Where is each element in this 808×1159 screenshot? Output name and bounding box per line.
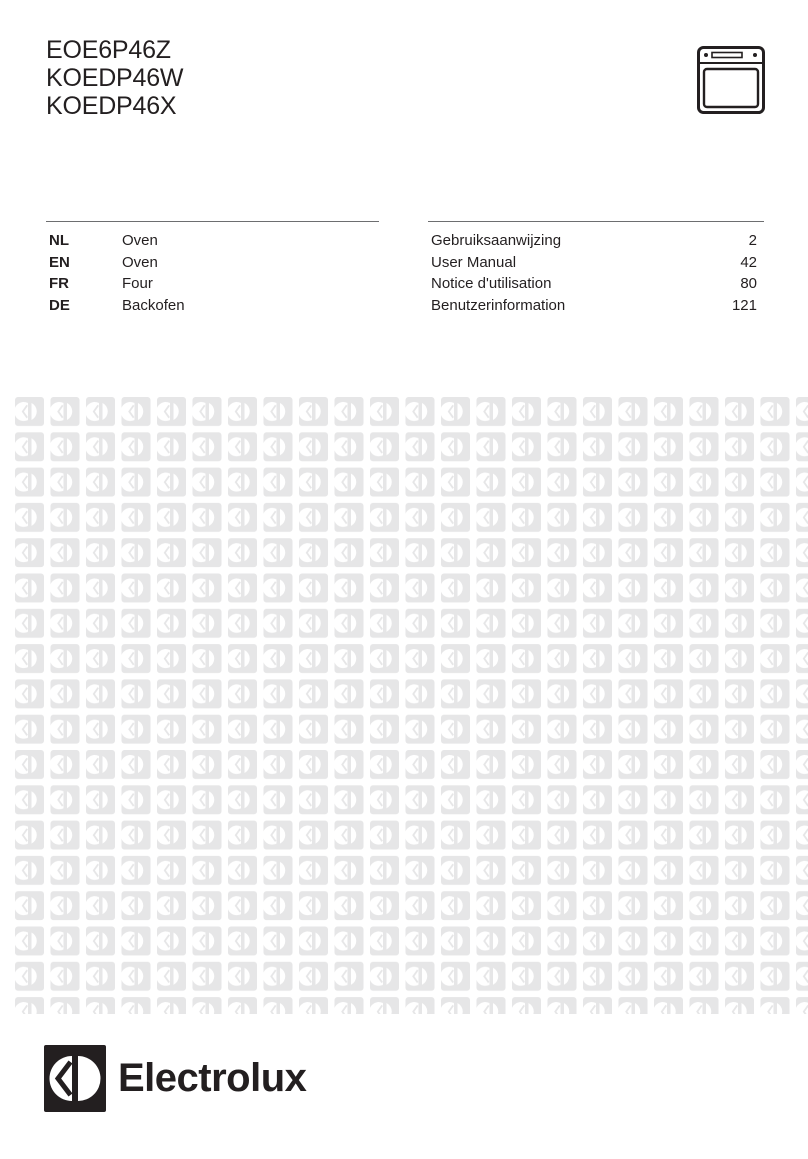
product-name: Oven [122, 232, 158, 249]
language-row [0, 230, 808, 252]
divider-left [46, 221, 379, 222]
manual-title: Benutzerinformation [431, 296, 566, 314]
language-table [0, 230, 808, 316]
product-name: Backofen [122, 296, 185, 314]
model-number: EOE6P46Z [46, 36, 171, 64]
page-number: 42 [740, 253, 757, 271]
language-code: EN [49, 253, 70, 271]
divider-right [428, 221, 764, 222]
language-row [0, 252, 808, 274]
model-number: KOEDP46X [46, 92, 177, 120]
electrolux-logo-icon [44, 1045, 106, 1112]
product-name: Four [122, 275, 153, 292]
language-row [0, 273, 808, 295]
brand-logo [44, 1045, 306, 1112]
page-number: 2 [748, 232, 757, 249]
electrolux-logo-pattern [14, 396, 808, 1014]
language-code: DE [49, 296, 70, 314]
product-name: Oven [122, 253, 158, 271]
language-code: NL [49, 232, 69, 249]
manual-title: User Manual [431, 253, 517, 271]
page-number: 121 [731, 296, 757, 314]
language-row [0, 295, 808, 317]
brand-name: Electrolux [118, 1056, 307, 1100]
page-number: 80 [740, 275, 757, 292]
oven-icon [697, 46, 765, 114]
manual-title: Gebruiksaanwijzing [431, 232, 562, 249]
model-number: KOEDP46W [46, 64, 184, 92]
manual-title: Notice d'utilisation [431, 275, 552, 292]
model-list [46, 36, 183, 120]
language-code: FR [49, 275, 69, 292]
